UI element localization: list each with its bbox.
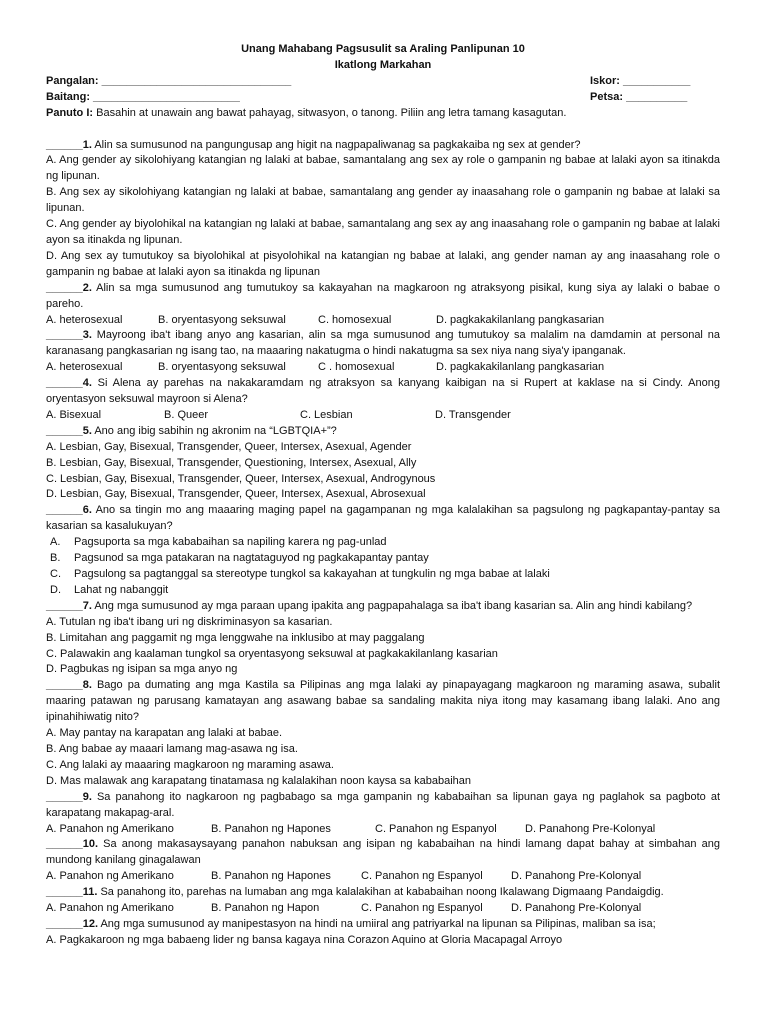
choice-text: Lahat ng nabanggit [74,583,169,596]
question-10 [46,837,720,869]
choice-a: A. Bisexual [46,408,102,421]
choice-d: D. Panahong Pre-Kolonyal [511,902,642,915]
question-text: Ano sa tingin mo ang maaaring maging papel na gagampanan ng mga kalalakihan sa pagsulong ng pagkapantay-pantay sa kasarian sa kasalukuyan? [46,504,720,533]
choice-b: B. oryentasyong seksuwal [158,361,286,374]
name-score-row [46,74,720,90]
choice-a: A. Lesbian, Gay, Bisexual, Transgender, Queer, Intersex, Asexual, Agender [46,440,412,453]
choice-a: A. Tutulan ng iba't ibang uri ng diskriminasyon sa kasarian. [46,615,333,628]
choice-text: Pagsulong sa pagtanggal sa stereotype tungkol sa kakayahan at tungkulin ng mga babae at lalaki [74,568,550,580]
choice-b: B. Queer [164,408,209,421]
choice-letter: B. [50,552,61,565]
choice-letter: A. [50,536,61,549]
choices-row [46,869,720,885]
question-text: Ang mga sumusunod ay mga paraan upang ipakita ang pagpapahalaga sa iba't ibang kasarian sa. Alin ang hindi kabilang? [91,599,693,612]
choice-d: D. Panahong Pre-Kolonyal [511,870,642,883]
question-3 [46,328,720,360]
question-text: Ang mga sumusunod ay manipestasyon na hindi na umiiral ang patriyarkal na lipunan sa Pilipinas, maliban sa isa; [98,917,656,930]
question-number: ______12. [46,917,98,930]
question-2 [46,281,720,313]
choice-d: D. Ang sex ay tumutukoy sa biyolohikal at pisyolohikal na katangian ng babae at lalaki, ang gender naman ay ang inaasahang role o gampanin ng babae at lalaki ayon sa itinakda ng lipunan [46,249,720,278]
question-text: Alin sa mga sumusunod ang tumutukoy sa kakayahan na magkaroon ng atraksyong pisikal, kung siya ay lalaki o babae o pareho. [46,281,720,310]
question-text: Bago pa dumating ang mga Kastila sa Pilipinas ang mga lalaki ay pinapayagang magkaroon ng maraming asawa, subalit maaring patawan ng parusang kamatayan ang asawang babae sa sandaling makita niya itong may kasamang ibang lalaki. Ano ang ipinahihiwatig nito? [46,679,720,724]
question-text: Sa panahong ito nagkaroon ng pagbabago sa mga gampanin ng kababaihan sa lipunan gaya ng paglahok sa pagboto at karapatang makapag-aral. [46,790,720,819]
choices-row [46,822,720,838]
question-number: ______4. [46,377,92,390]
question-text: Ano ang ibig sabihin ng akronim na “LGBTQIA+”? [91,424,337,437]
choice-c: C. Panahon ng Espanyol [375,822,497,835]
question-number: ______9. [46,790,92,803]
choice-letter: D. [50,583,61,596]
question-number: ______2. [46,281,92,294]
choice-c: C. Ang lalaki ay maaaring magkaroon ng maraming asawa. [46,758,334,771]
exam-page [46,42,720,949]
choice-d: D. Panahong Pre-Kolonyal [525,822,656,835]
question-1 [46,138,720,154]
question-5 [46,424,720,440]
choice-b: B. Limitahan ang paggamit ng mga lenggwahe na inklusibo at may paggalang [46,631,425,644]
question-text: Si Alena ay parehas na nakakaramdam ng atraksyon sa kanyang kaibigan na si Rupert at kaklase na si Cindy. Anong oryentasyon seksuwal mayroon si Alena? [46,377,720,406]
choice-c [50,567,720,583]
choices-row [46,360,720,376]
choice-a [50,535,720,551]
question-text: Sa panahong ito, parehas na lumaban ang mga kalalakihan at kababaihan noong Ikalawang Digmaang Pandaigdig. [97,886,664,899]
choice-c: C. Lesbian, Gay, Bisexual, Transgender, Queer, Intersex, Asexual, Androgynous [46,472,436,485]
question-9 [46,790,720,822]
choice-b [50,551,720,567]
question-number: ______10. [46,838,98,851]
choice-a: A. Panahon ng Amerikano [46,902,174,915]
question-number: ______11. [46,886,98,899]
choice-d: D. pagkakakilanlang pangkasarian [436,313,605,326]
choice-a: A. Pagkakaroon ng mga babaeng lider ng bansa kagaya nina Corazon Aquino at Gloria Macapagal Arroyo [46,933,563,946]
question-12 [46,917,720,933]
choice-a: A. May pantay na karapatan ang lalaki at babae. [46,727,283,740]
choice-text: Pagsunod sa mga patakaran na nagtataguyod ng pagkakapantay pantay [74,552,429,565]
choices-row [46,313,720,329]
choice-b: B. Ang sex ay sikolohiyang katangian ng lalaki at babae, samantalang ang gender ay inaasahang role o gampanin ng babae at lalaki sa lipunan. [46,186,720,215]
choice-a: A. Ang gender ay sikolohiyang katangian ng lalaki at babae, samantalang ang sex ay role o gampanin ng babae at lalaki ayon sa itinakda ng lipunan. [46,154,720,183]
choice-c: C. Panahon ng Espanyol [361,870,483,883]
choice-c: C. Ang gender ay biyolohikal na katangian ng lalaki at babae, samantalang ang sex ay ang inaasahang role o gampanin ng babae at lalaki ayon sa itinakda ng lipunan. [46,218,720,246]
choice-list [46,535,720,599]
choice-d: D. pagkakakilanlang pangkasarian [436,361,605,374]
choice-d: D. Mas malawak ang karapatang tinatamasa ng kalalakihan noon kaysa sa kababaihan [46,774,471,787]
question-number: ______6. [46,504,92,517]
question-6 [46,503,720,535]
choice-b: B. oryentasyong seksuwal [158,313,286,326]
directions [46,106,720,122]
choice-b: B. Lesbian, Gay, Bisexual, Transgender, Questioning, Intersex, Asexual, Ally [46,456,417,469]
grade-field-label: Baitang: ________________________ [46,90,240,103]
choice-c: C. homosexual [318,313,392,326]
choice-d: D. Lesbian, Gay, Bisexual, Transgender, Queer, Intersex, Asexual, Abrosexual [46,488,426,501]
question-number: ______5. [46,424,92,437]
question-number: ______7. [46,599,92,612]
question-number: ______8. [46,679,92,692]
choice-a: A. Panahon ng Amerikano [46,822,174,835]
question-11 [46,885,720,901]
choice-a: A. heterosexual [46,361,123,374]
choice-text: Pagsuporta sa mga kababaihan sa napiling karera ng pag-unlad [74,536,387,549]
date-field-label: Petsa: __________ [590,90,688,103]
grade-date-row [46,90,720,106]
question-number: ______3. [46,329,92,342]
choice-b: B. Ang babae ay maaari lamang mag-asawa ng isa. [46,742,298,755]
question-7 [46,599,720,615]
exam-subtitle: Ikatlong Markahan [334,58,432,71]
question-text: Mayroong iba't ibang anyo ang kasarian, alin sa mga sumusunod ang tumutukoy sa malalim na damdamin at personal na karanasang pangkasarian ng isang tao, na maaaring nakatugma o hindi nakatugma sa sex niya nang siya'y ipanganak. [46,329,720,358]
choice-b: B. Panahon ng Hapones [211,870,331,883]
exam-title: Unang Mahabang Pagsusulit sa Araling Panlipunan 10 [241,43,525,55]
directions-label: Panuto I: [46,106,94,119]
choice-a: A. heterosexual [46,313,123,326]
question-text: Alin sa sumusunod na pangungusap ang higit na nagpapaliwanag sa pagkakaiba ng sex at gender? [91,138,581,151]
choice-letter: C. [50,568,61,580]
choice-c: C . homosexual [318,361,395,374]
question-8 [46,678,720,726]
name-field-label: Pangalan: _______________________________ [46,74,292,87]
choice-c: C. Panahon ng Espanyol [361,902,483,915]
choice-d: D. Pagbukas ng isipan sa mga anyo ng [46,663,238,676]
question-number: ______1. [46,138,92,151]
directions-text: Basahin at unawain ang bawat pahayag, sitwasyon, o tanong. Piliin ang letra tamang kasagutan. [93,106,567,119]
choice-d [50,583,720,599]
choice-b: B. Panahon ng Hapones [211,822,331,835]
question-4 [46,376,720,408]
choices-row [46,901,720,917]
choice-c: C. Lesbian [300,408,353,421]
score-field-label: Iskor: ___________ [590,74,691,87]
choice-b: B. Panahon ng Hapon [211,902,320,915]
choices-row [46,408,720,424]
choice-a: A. Panahon ng Amerikano [46,870,174,883]
choice-c: C. Palawakin ang kaalaman tungkol sa oryentasyong seksuwal at pagkakakilanlang kasarian [46,647,498,660]
question-text: Sa anong makasaysayang panahon nabuksan ang isipan ng kababaihan na hindi lamang dapat bahay at simbahan ang mundong kanilang ginagalawan [46,838,720,867]
choice-d: D. Transgender [435,408,511,421]
